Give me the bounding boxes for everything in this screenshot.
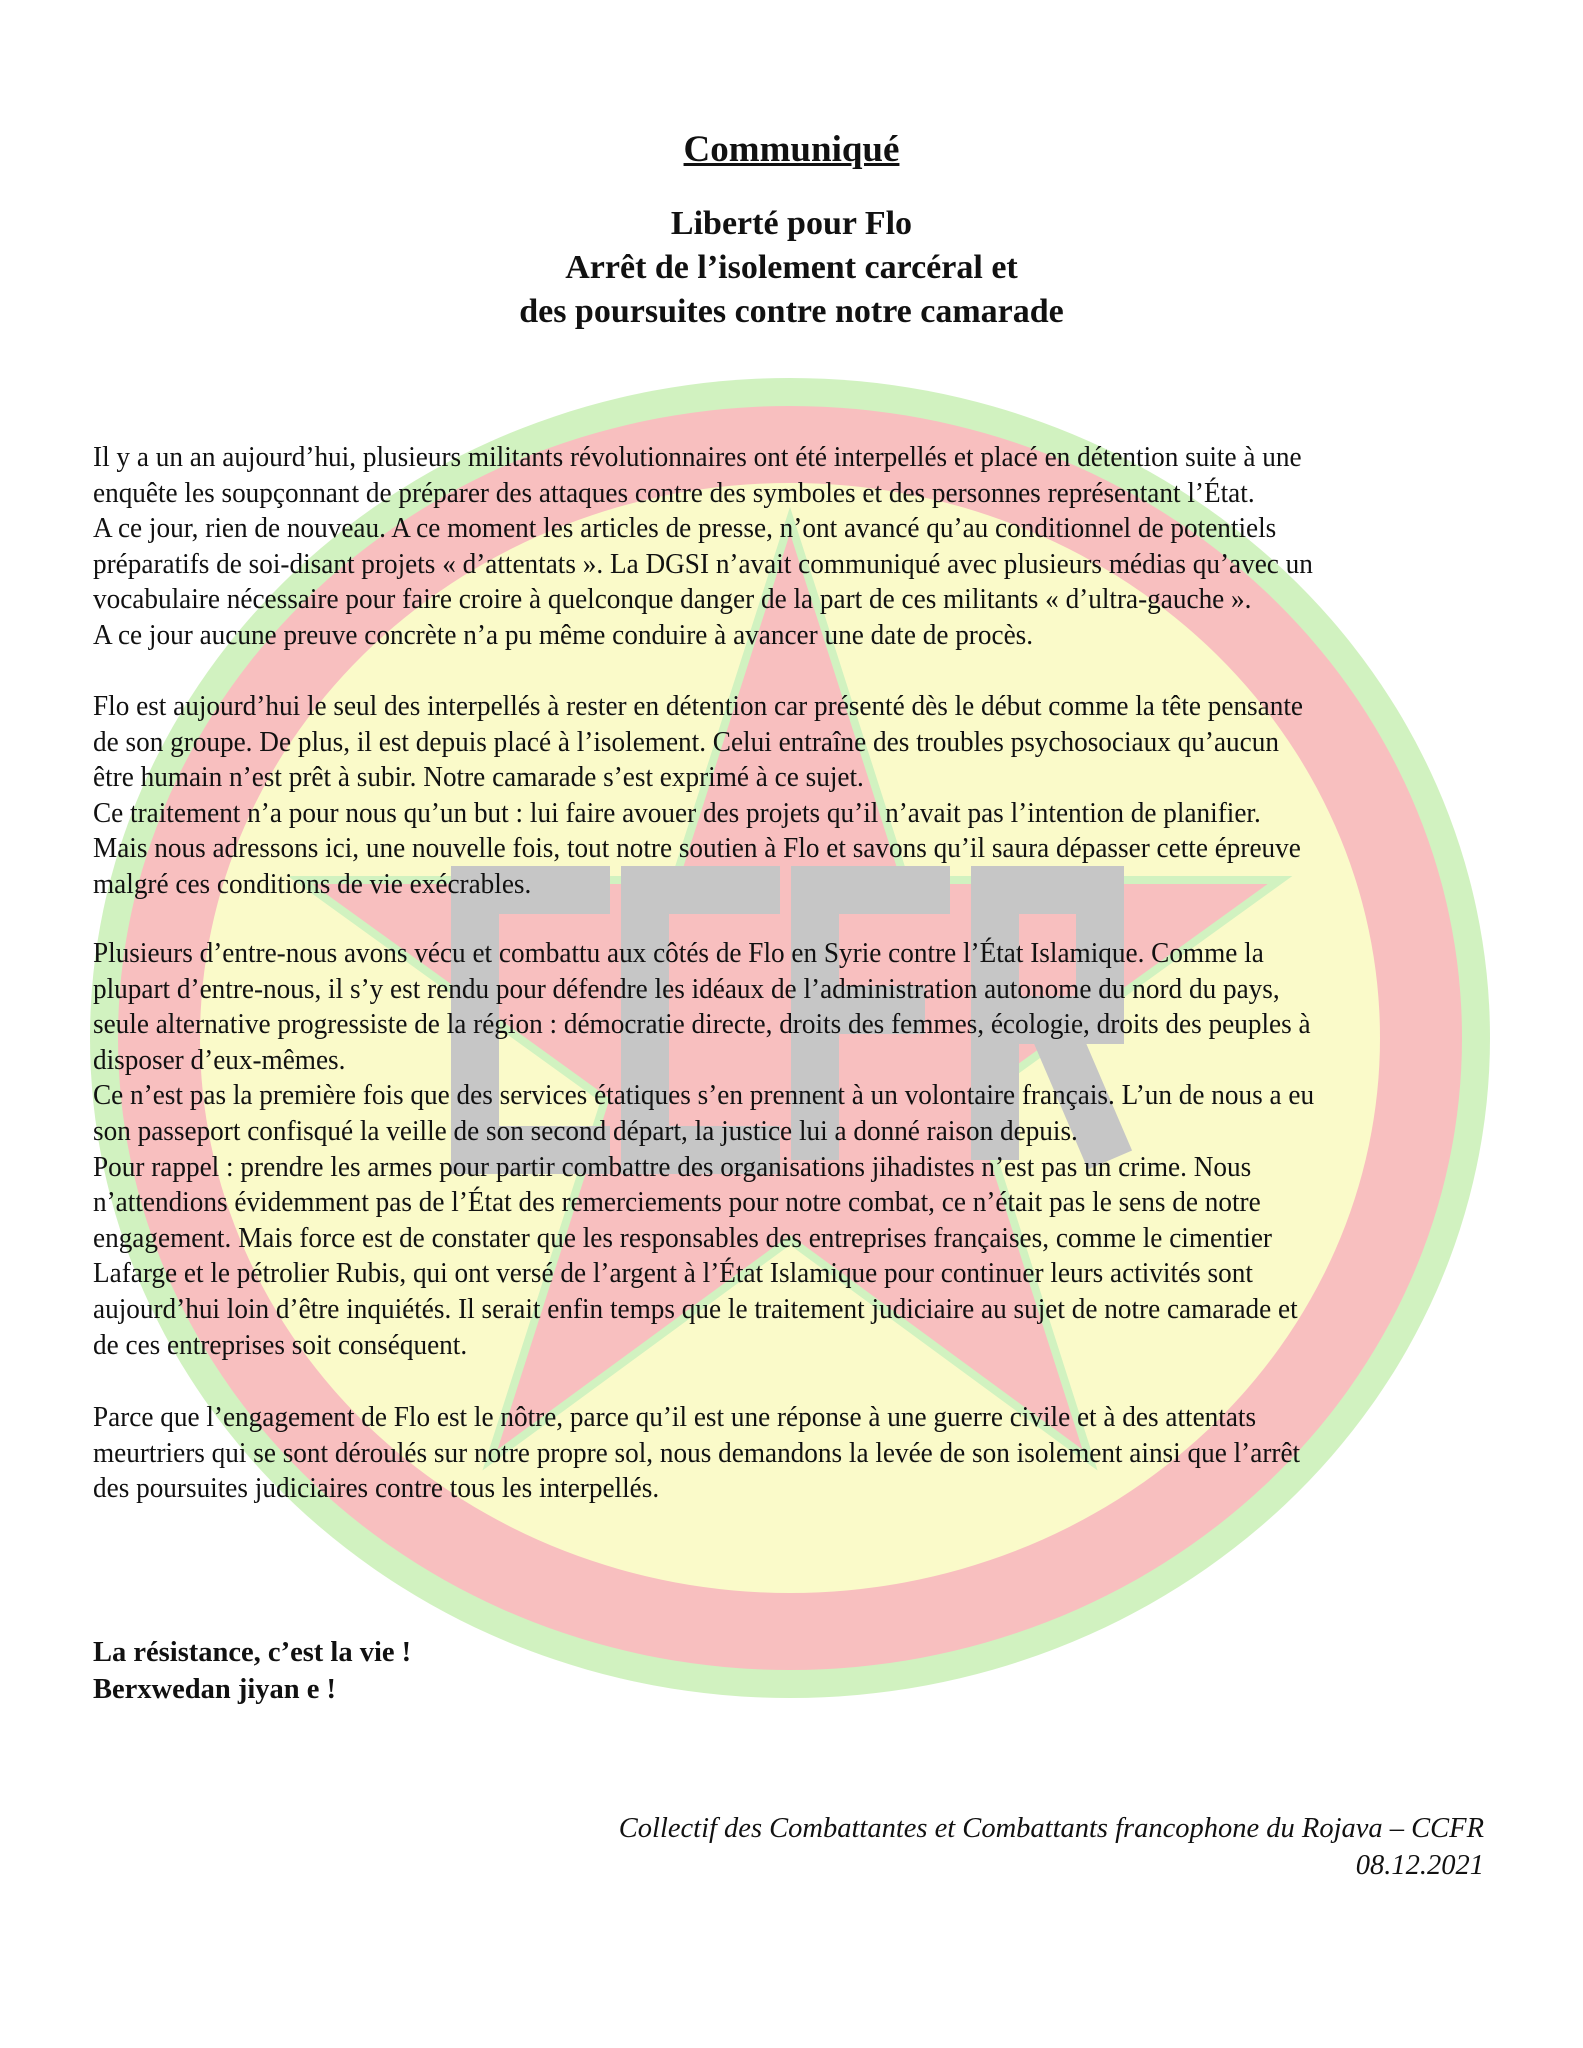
subtitle-block [0,202,1583,334]
text-line: A ce jour, rien de nouveau. A ce moment les articles de presse, n’ont avancé qu’au conditionnel de potentiels [93,513,1277,545]
text-line: Flo est aujourd’hui le seul des interpellés à rester en détention car présenté dès le début comme la tête pensante [93,691,1303,722]
text-line: engagement. Mais force est de constater que les responsables des entreprises françaises, comme le cimentier [93,1222,1272,1254]
paragraph-3 [93,936,1372,1363]
text-line: disposer d’eux-mêmes. [93,1044,346,1076]
text-line: préparatifs de soi-disant projets « d’attentats ». La DGSI n’avait communiqué avec plusieurs médias qu’avec un [93,548,1313,580]
slogan-kurdish: Berxwedan jiyan e ! [93,1674,337,1705]
text-line: des poursuites judiciaires contre tous les interpellés. [93,1473,660,1505]
text-line: Pour rappel : prendre les armes pour partir combattre des organisations jihadistes n’est pas un crime. Nous [93,1151,1252,1183]
signature-date: 08.12.2021 [1355,1850,1484,1881]
paragraph-4 [93,1400,1357,1507]
text-line: Parce que l’engagement de Flo est le nôtre, parce qu’il est une réponse à une guerre civile et à des attentats [93,1402,1257,1433]
text-line: Plusieurs d’entre-nous avons vécu et combattu aux côtés de Flo en Syrie contre l’État Islamique. Comme la [93,938,1264,969]
text-line: meurtriers qui se sont déroulés sur notre propre sol, nous demandons la levée de son isolement ainsi que l’arrêt [93,1437,1301,1469]
text-line: son passeport confisqué la veille de son second départ, la justice lui a donné raison depuis. [93,1115,1078,1147]
text-line: enquête les soupçonnant de préparer des attaques contre des symboles et des personnes représentant l’État. [93,477,1255,509]
text-line: Mais nous adressons ici, une nouvelle fois, tout notre soutien à Flo et savons qu’il saura dépasser cette épreuve [93,833,1301,865]
subtitle-line: Arrêt de l’isolement carcéral et [565,249,1018,286]
text-line: Ce traitement n’a pour nous qu’un but : lui faire avouer des projets qu’il n’avait pas l’intention de planifier. [93,797,1261,829]
subtitle-line: Liberté pour Flo [670,205,913,242]
text-line: Lafarge et le pétrolier Rubis, qui ont versé de l’argent à l’État Islamique pour continuer leurs activités sont [93,1258,1253,1290]
text-line: malgré ces conditions de vie exécrables. [93,868,532,900]
text-line: Il y a un an aujourd’hui, plusieurs militants révolutionnaires ont été interpellés et placé en détention suite à une [93,442,1302,473]
paragraph-2 [93,689,1360,903]
paragraph-1 [93,440,1370,654]
text-line: plupart d’entre-nous, il s’y est rendu pour défendre les idéaux de l’administration autonome du nord du pays, [93,973,1280,1005]
text-line: vocabulaire nécessaire pour faire croire à quelconque danger de la part de ces militants « d’ultra-gauche ». [93,584,1252,616]
subtitle-line: des poursuites contre notre camarade [519,293,1064,330]
text-line: aujourd’hui loin d’être inquiétés. Il serait enfin temps que le traitement judiciaire au sujet de notre camarade et [93,1293,1298,1325]
signature [619,1810,1484,1884]
text-line: Ce n’est pas la première fois que des services étatiques s’en prennent à un volontaire français. L’un de nous a eu [93,1080,1315,1112]
text-line: seule alternative progressiste de la région : démocratie directe, droits des femmes, écologie, droits des peuples à [93,1009,1311,1041]
text-line: être humain n’est prêt à subir. Notre camarade s’est exprimé à ce sujet. [93,762,864,794]
text-line: de ces entreprises soit conséquent. [93,1329,468,1361]
text-line: n’attendions évidemment pas de l’État des remerciements pour notre combat, ce n’était pas le sens de notre [93,1187,1261,1219]
text-line: A ce jour aucune preuve concrète n’a pu même conduire à avancer une date de procès. [93,619,1034,651]
signature-org: Collectif des Combattantes et Combattants francophone du Rojava – CCFR [618,1813,1484,1844]
closing-slogans [93,1634,411,1708]
slogan-french: La résistance, c’est la vie ! [93,1637,412,1668]
text-line: de son groupe. De plus, il est depuis placé à l’isolement. Celui entraîne des troubles psychosociaux qu’aucun [93,726,1279,758]
document-title: Communiqué [683,129,900,170]
